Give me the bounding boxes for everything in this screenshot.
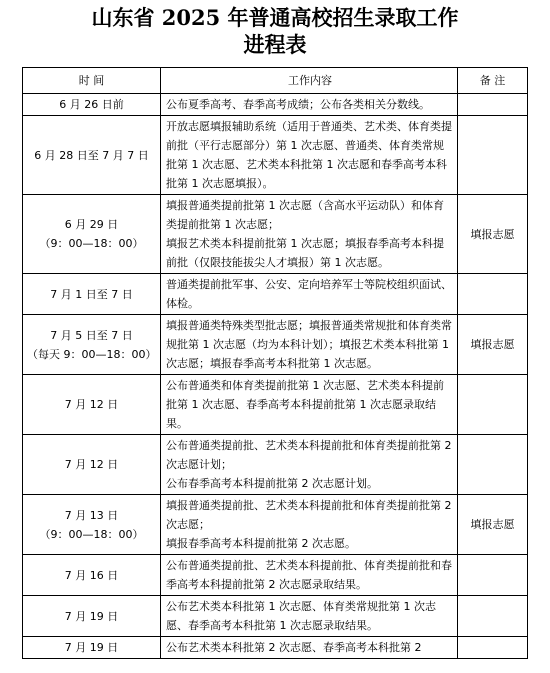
document-title-line2: 进程表: [243, 32, 307, 57]
cell-note: [458, 435, 528, 495]
table-row: [23, 435, 528, 495]
cell-time: [23, 596, 161, 637]
cell-note: [458, 274, 528, 315]
cell-time: [23, 116, 161, 195]
time-line: 7 月 13 日: [64, 508, 119, 522]
cell-content: 填报普通类提前批、艺术类本科提前批和体育类提前批第 2 次志愿； 填报春季高考本科提前批第 2 次志愿。: [161, 495, 458, 555]
time-line: （9：00—18：00）: [39, 237, 144, 250]
cell-time: [23, 274, 161, 315]
cell-time: [23, 94, 161, 116]
table-row: [23, 555, 528, 596]
cell-note: 填报志愿: [458, 315, 528, 375]
table-header-row: [23, 68, 528, 94]
cell-content: 公布普通类提前批、艺术类本科提前批、体育类提前批和春季高考本科提前批第 2 次志愿录取结果。: [161, 555, 458, 596]
table-body: [23, 94, 528, 659]
table-row: [23, 637, 528, 659]
cell-time: [23, 375, 161, 435]
cell-content: 填报普通类提前批第 1 次志愿（含高水平运动队）和体育类提前批第 1 次志愿； 填报艺术类本科提前批第 1 次志愿；填报春季高考本科提前批（仅限技能拔尖人才填报）第 1 次志愿。: [161, 195, 458, 274]
cell-note: [458, 596, 528, 637]
cell-note: [458, 116, 528, 195]
cell-content: 填报普通类特殊类型批志愿；填报普通类常规批和体育类常规批第 1 次志愿（均为本科计划）；填报艺术类本科批第 1 次志愿；填报春季高考本科批第 1 次志愿。: [161, 315, 458, 375]
table-row: [23, 195, 528, 274]
cell-note: 填报志愿: [458, 195, 528, 274]
table-row: [23, 495, 528, 555]
cell-time: [23, 435, 161, 495]
header-note: 备 注: [458, 68, 528, 94]
cell-time: [23, 195, 161, 274]
table-row: [23, 596, 528, 637]
table-row: [23, 116, 528, 195]
time-line: （9：00—18：00）: [39, 527, 144, 541]
cell-note: [458, 94, 528, 116]
schedule-table: [22, 67, 528, 659]
time-line: 7 月 19 日: [64, 609, 119, 623]
cell-time: [23, 555, 161, 596]
time-line: 7 月 12 日: [64, 458, 119, 471]
cell-note: [458, 375, 528, 435]
table-row: [23, 375, 528, 435]
cell-time: [23, 637, 161, 659]
time-line: （每天 9：00—18：00）: [27, 347, 157, 361]
cell-time: [23, 315, 161, 375]
time-line: 7 月 1 日至 7 日: [50, 287, 133, 301]
time-line: 6 月 26 日前: [59, 98, 124, 111]
cell-content: 公布夏季高考、春季高考成绩；公布各类相关分数线。: [161, 94, 458, 116]
cell-note: [458, 555, 528, 596]
table-row: [23, 274, 528, 315]
time-line: 7 月 12 日: [64, 398, 119, 411]
time-line: 7 月 16 日: [64, 568, 119, 582]
table-row: [23, 315, 528, 375]
cell-content: 公布普通类提前批、艺术类本科提前批和体育类提前批第 2 次志愿计划； 公布春季高考本科提前批第 2 次志愿计划。: [161, 435, 458, 495]
time-line: 6 月 29 日: [64, 218, 119, 231]
cell-content: 公布艺术类本科批第 2 次志愿、春季高考本科批第 2: [161, 637, 458, 659]
cell-content: 普通类提前批军事、公安、定向培养军士等院校组织面试、体检。: [161, 274, 458, 315]
header-time: 时 间: [23, 68, 161, 94]
cell-note: [458, 637, 528, 659]
header-content: 工作内容: [161, 68, 458, 94]
table-row: [23, 94, 528, 116]
document-title: 山东省 2025 年普通高校招生录取工作: [91, 5, 459, 30]
time-line: 7 月 19 日: [64, 641, 119, 654]
cell-content: 公布普通类和体育类提前批第 1 次志愿、艺术类本科提前批第 1 次志愿、春季高考本科提前批第 1 次志愿录取结果。: [161, 375, 458, 435]
cell-content: 公布艺术类本科批第 1 次志愿、体育类常规批第 1 次志愿、春季高考本科批第 1 次志愿录取结果。: [161, 596, 458, 637]
cell-content: 开放志愿填报辅助系统（适用于普通类、艺术类、体育类提前批（平行志愿部分）第 1 次志愿、普通类、体育类常规批第 1 次志愿、艺术类本科批第 1 次志愿和春季高考本科批第 1 次志愿填报）。: [161, 116, 458, 195]
time-line: 7 月 5 日至 7 日: [50, 328, 133, 342]
time-line: 6 月 28 日至 7 月 7 日: [34, 148, 149, 162]
cell-note: 填报志愿: [458, 495, 528, 555]
cell-time: [23, 495, 161, 555]
